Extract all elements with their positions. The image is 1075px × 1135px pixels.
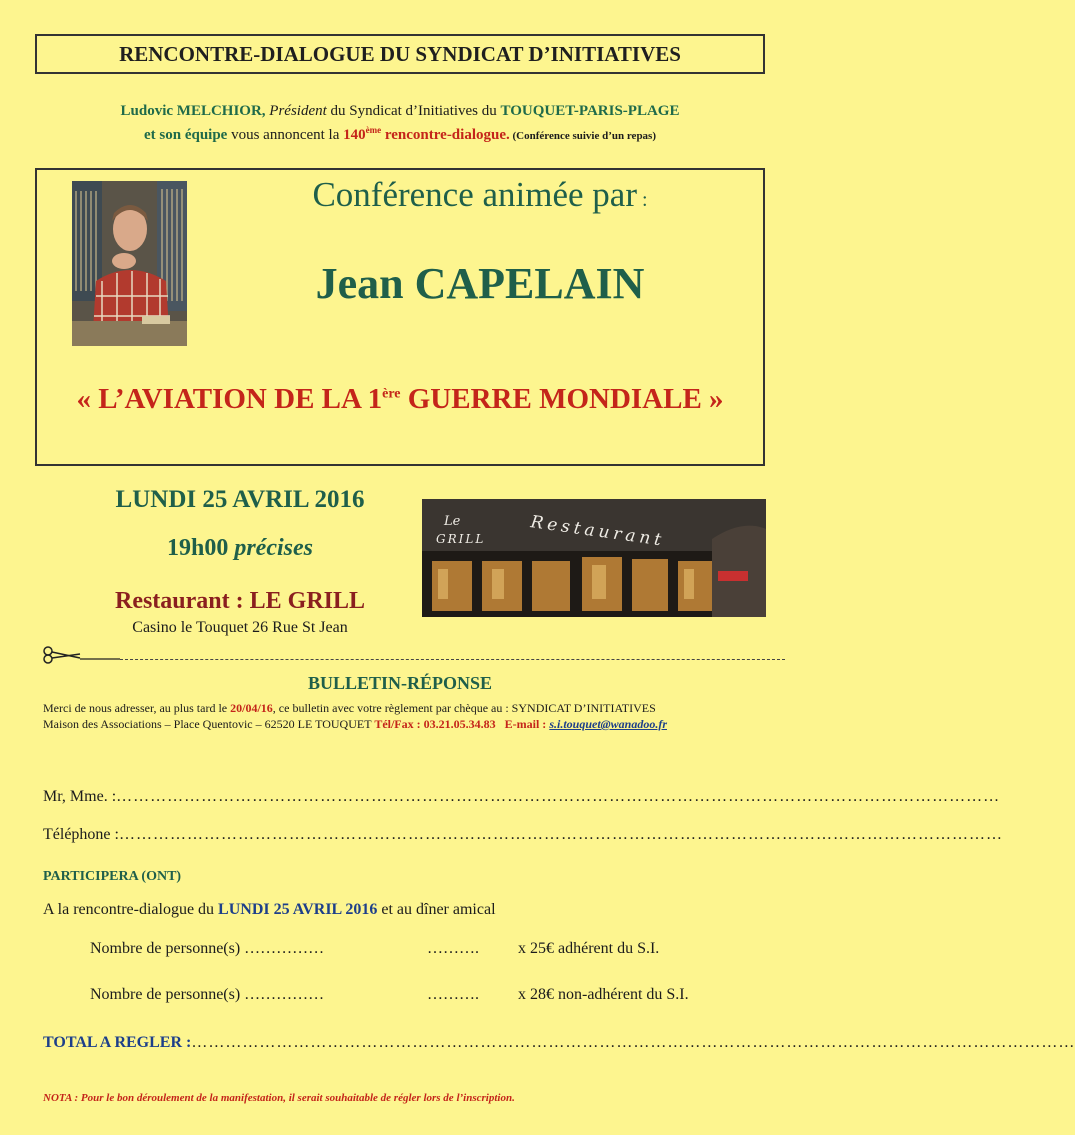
sign-grill: GRILL [436, 532, 486, 546]
total-dots[interactable]: ………………………………………………………………………………………………………………………………………… [191, 1034, 1075, 1051]
email-label: E-mail : [495, 717, 550, 731]
event-type: rencontre-dialogue. [381, 127, 510, 143]
cut-line [120, 659, 785, 660]
intro-line-2 [0, 125, 800, 144]
phone-dots[interactable]: ………………………………………………………………………………………………………………………………………… [118, 826, 1003, 843]
conference-title [200, 175, 760, 215]
city-name: TOUQUET-PARIS-PLAGE [500, 103, 680, 119]
conference-title-colon: : [636, 189, 648, 211]
event-time [60, 535, 420, 562]
intro-text-2: vous annoncent la [227, 127, 344, 143]
event-number [343, 127, 510, 143]
name-field[interactable] [43, 788, 1001, 806]
phone-field[interactable] [43, 826, 1003, 844]
intro-text-1: du Syndicat d’Initiatives du [326, 103, 501, 119]
rencontre-text-a: A la rencontre-dialogue du [43, 901, 219, 918]
speaker-name: Jean CAPELAIN [315, 259, 645, 308]
participation-heading: PARTICIPERA (ONT) [43, 869, 182, 884]
bulletin-info-2 [43, 717, 667, 732]
conference-title-text: Conférence animée par [312, 175, 637, 214]
nonmember-price: x 28€ non-adhérent du S.I. [518, 986, 689, 1003]
event-number-sup: ème [365, 125, 382, 135]
total-field[interactable] [43, 1034, 1075, 1052]
nota [43, 1092, 515, 1104]
team-text: et son équipe [143, 127, 228, 143]
info1-text-b: , ce bulletin avec votre règlement par chèque au : SYNDICAT D’INITIATIVES [272, 701, 656, 715]
member-count-label[interactable]: Nombre de personne(s) …………… [90, 940, 325, 957]
president-name: Ludovic MELCHIOR, [120, 103, 266, 119]
scissors-icon [40, 646, 120, 664]
header-title: RENCONTRE-DIALOGUE DU SYNDICAT D’INITIATIVES [119, 41, 681, 66]
event-date: LUNDI 25 AVRIL 2016 [115, 486, 365, 513]
president-role: Président [269, 103, 327, 119]
member-total-dots[interactable]: ………. [427, 940, 479, 957]
nota-text: Pour le bon déroulement de la manifestation, il serait souhaitable de régler lors de l’inscription. [80, 1092, 515, 1104]
total-label: TOTAL A REGLER : [43, 1034, 192, 1051]
event-time-note: précises [234, 535, 313, 561]
name-label: Mr, Mme. : [43, 788, 117, 805]
subject-sup: ère [382, 386, 401, 402]
speaker-photo [72, 181, 187, 346]
bulletin-title: BULLETIN-RÉPONSE [307, 673, 493, 693]
event-address: Casino le Touquet 26 Rue St Jean [132, 619, 348, 636]
deadline-date: 20/04/16 [230, 701, 273, 715]
intro-line-1 [0, 103, 800, 120]
bulletin-info-1 [43, 701, 656, 716]
restaurant-photo [422, 499, 766, 617]
conference-subject [35, 383, 765, 416]
info2-text-a: Maison des Associations – Place Quentovic – 62520 LE TOUQUET [43, 717, 375, 731]
nonmember-count-label[interactable]: Nombre de personne(s) …………… [90, 986, 325, 1003]
sign-restaurant: Restaurant [529, 512, 667, 551]
event-number-value: 140 [343, 127, 366, 143]
subject-pre: « L’AVIATION DE LA 1 [76, 383, 383, 415]
event-note: (Conférence suivie d’un repas) [509, 130, 657, 142]
member-price: x 25€ adhérent du S.I. [518, 940, 660, 957]
name-dots[interactable]: ………………………………………………………………………………………………………………………………………… [116, 788, 1001, 805]
header-box [35, 34, 765, 74]
subject-post: GUERRE MONDIALE » [400, 383, 724, 415]
tel-fax: Tél/Fax : 03.21.05.34.83 [374, 717, 496, 731]
rencontre-date: LUNDI 25 AVRIL 2016 [218, 901, 378, 918]
info1-text-a: Merci de nous adresser, au plus tard le [43, 701, 231, 715]
nonmember-total-dots[interactable]: ………. [427, 986, 479, 1003]
event-time-value: 19h00 [166, 535, 229, 561]
phone-label: Téléphone : [43, 826, 119, 843]
rencontre-text-b: et au dîner amical [377, 901, 496, 918]
sign-le: Le [444, 514, 461, 529]
email-link[interactable]: s.i.touquet@wanadoo.fr [549, 717, 667, 731]
participation-text [43, 901, 496, 919]
nota-label: NOTA : [43, 1092, 81, 1104]
event-venue: Restaurant : LE GRILL [114, 588, 366, 614]
